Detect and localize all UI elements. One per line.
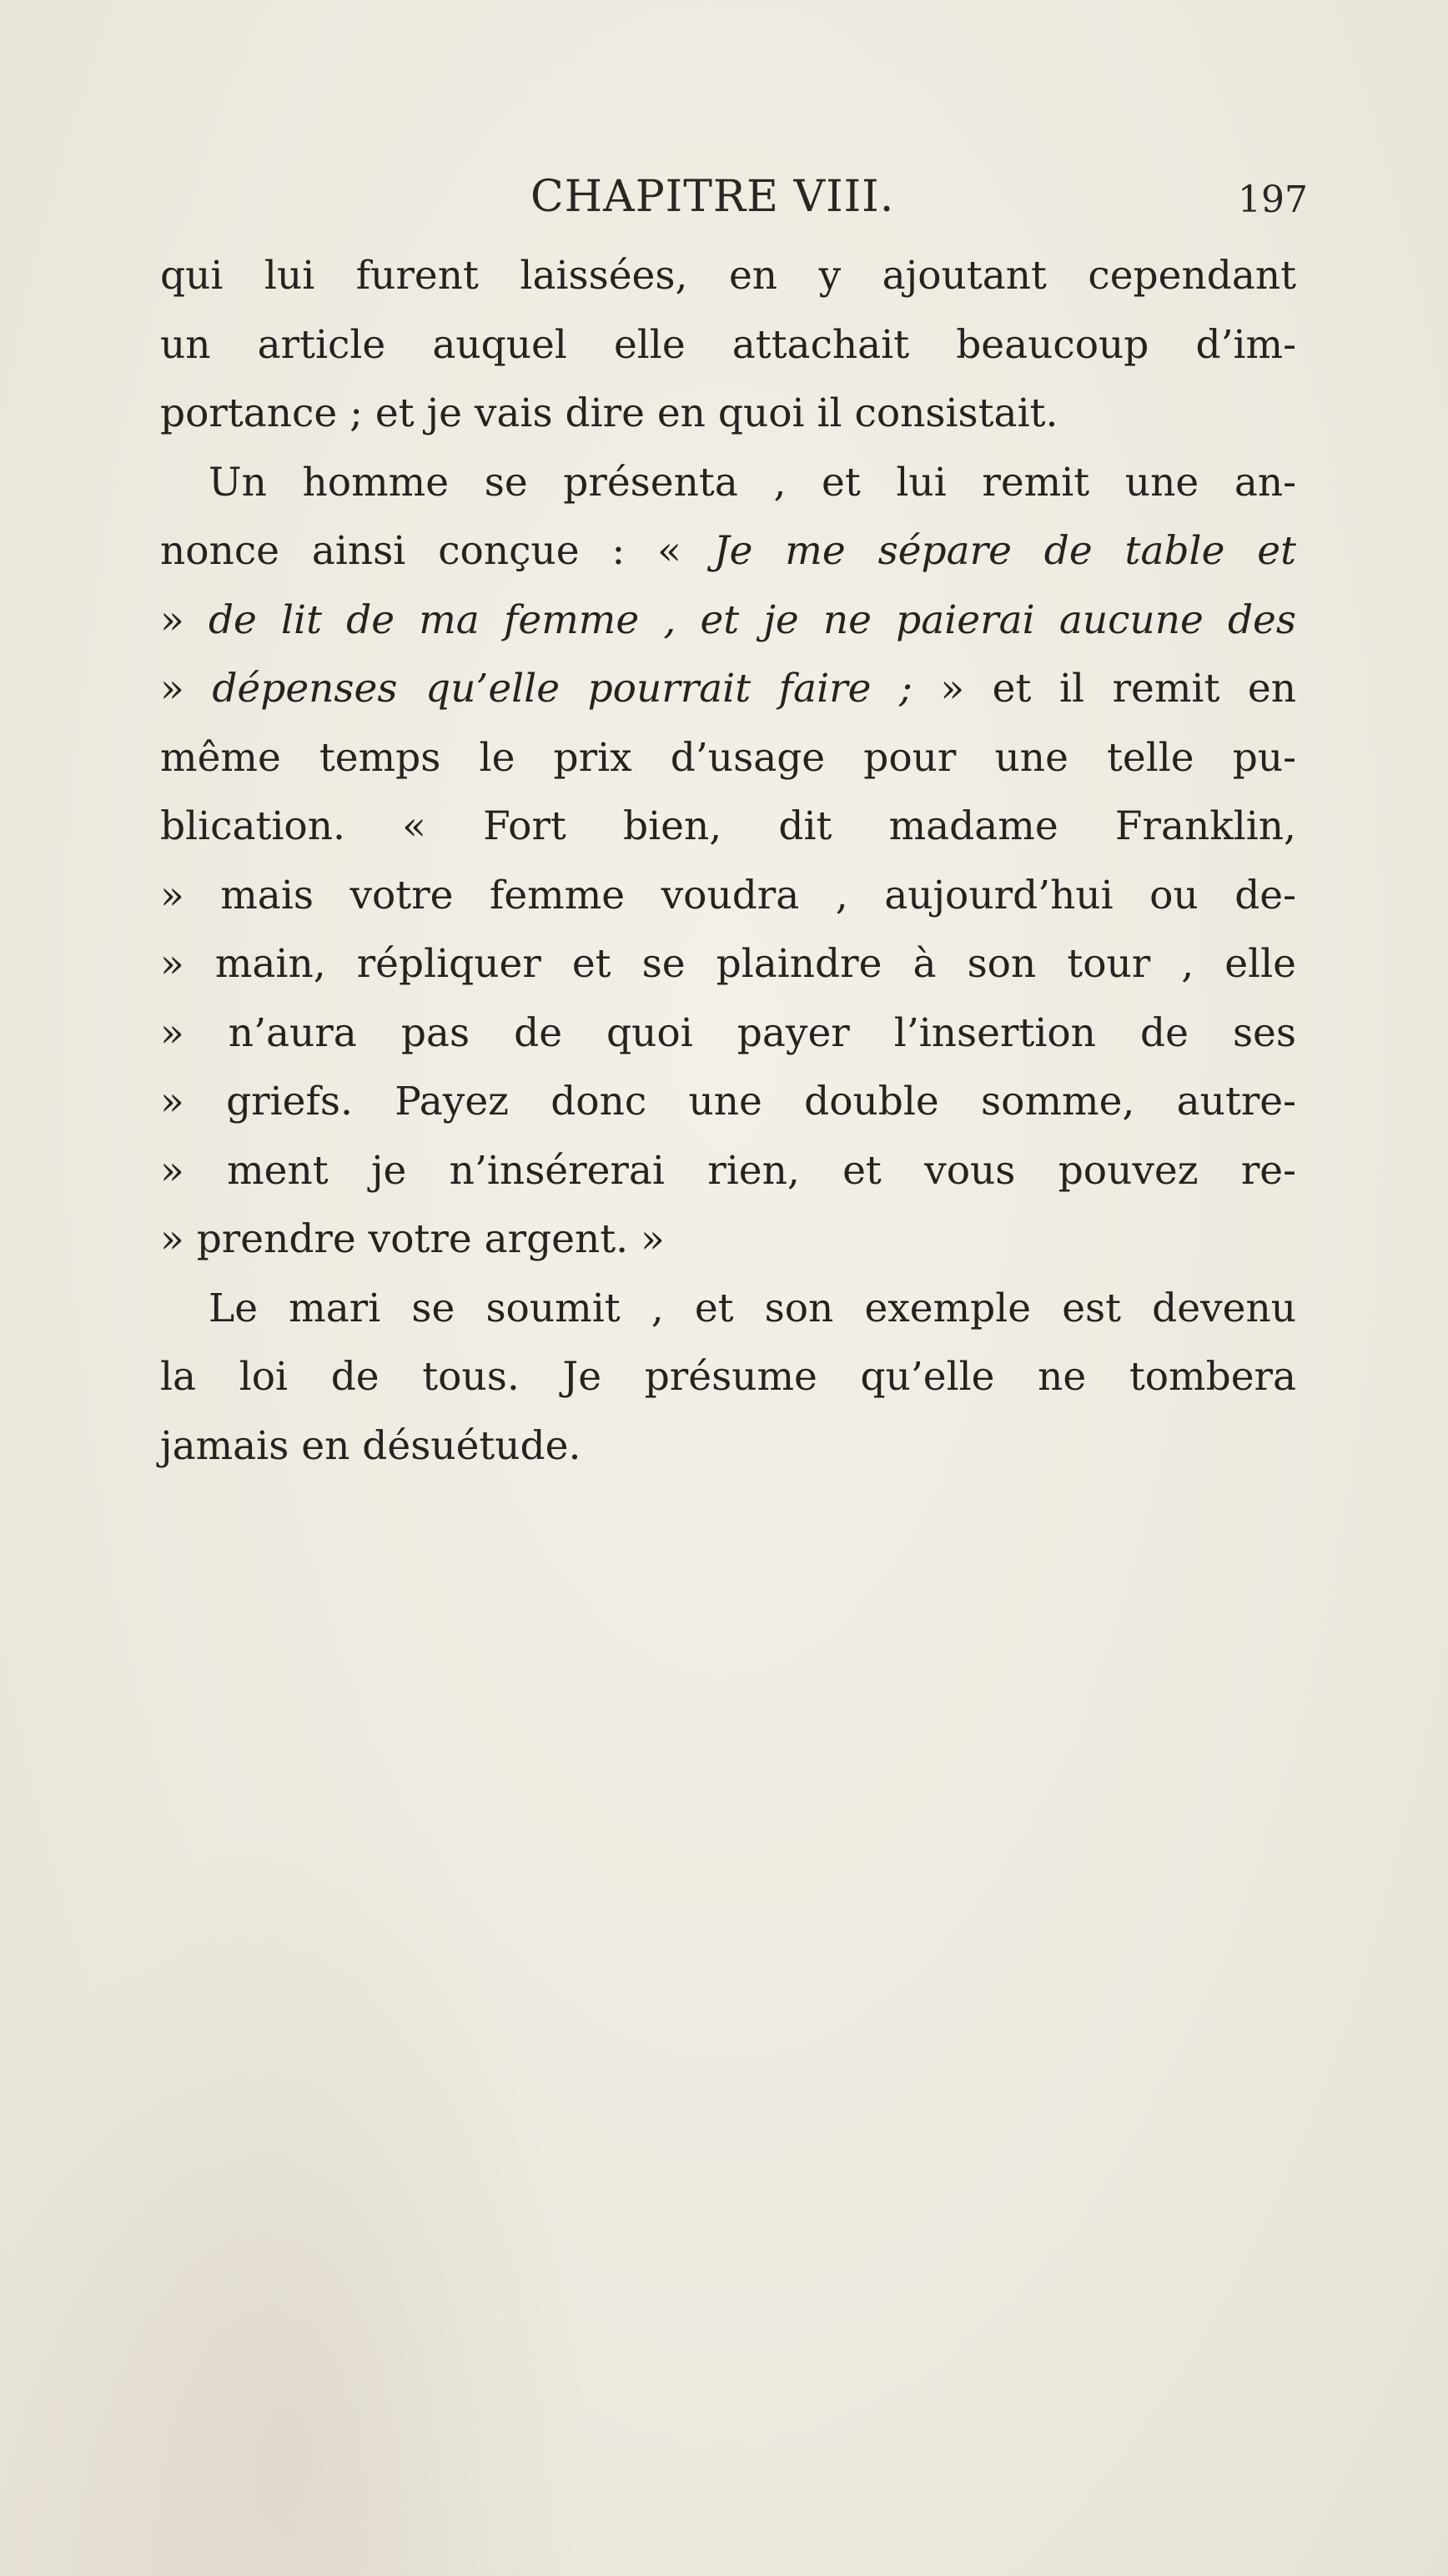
text-segment: » mais votre femme voudra , aujourd’hui ou de- [160, 872, 1296, 918]
text-segment: » ment je n’insérerai rien, et vous pouvez re- [160, 1147, 1296, 1194]
text-segment: » et il remit en [912, 666, 1296, 712]
text-segment: » prendre votre argent. » [160, 1216, 665, 1262]
text-line [160, 655, 1296, 724]
text-line [160, 1068, 1296, 1137]
text-segment: » main, répliquer et se plaindre à son tour , elle [160, 941, 1296, 987]
text-segment: » griefs. Payez donc une double somme, autre- [160, 1079, 1296, 1124]
text-line [160, 1205, 1296, 1275]
page-number: 197 [1238, 179, 1308, 221]
text-line [160, 1343, 1296, 1412]
text-line [160, 242, 1296, 311]
text-segment: Un homme se présenta , et lui remit une an- [209, 459, 1296, 506]
text-segment: nonce ainsi conçue : « [160, 528, 714, 574]
text-line [160, 724, 1296, 793]
italic-text: dépenses qu’elle pourrait faire ; [212, 666, 913, 712]
text-line [160, 999, 1296, 1069]
text-segment: » [160, 596, 209, 643]
chapter-title: CHAPITRE VIII. [530, 172, 895, 222]
text-line [160, 792, 1296, 862]
text-line [160, 586, 1296, 656]
text-segment: jamais en désuétude. [160, 1422, 581, 1469]
text-segment: la loi de tous. Je présume qu’elle ne tombera [160, 1354, 1296, 1400]
running-header [0, 172, 1448, 230]
text-segment: qui lui furent laissées, en y ajoutant cependant [160, 253, 1296, 299]
text-segment: » n’aura pas de quoi payer l’insertion de ses [160, 1009, 1296, 1056]
text-line [160, 1275, 1296, 1344]
text-segment: un article auquel elle attachait beaucoup d’im- [160, 321, 1296, 368]
text-line [160, 1412, 1296, 1482]
italic-text: Je me sépare de table et [713, 528, 1296, 574]
text-line [160, 1137, 1296, 1206]
text-line [160, 517, 1296, 586]
text-line [160, 311, 1296, 380]
text-line [160, 380, 1296, 449]
text-segment: » [160, 666, 213, 712]
text-line [160, 862, 1296, 931]
text-segment: blication. « Fort bien, dit madame Franklin, [160, 803, 1296, 849]
text-segment: même temps le prix d’usage pour une telle pu- [160, 734, 1296, 781]
text-segment: portance ; et je vais dire en quoi il consistait. [160, 390, 1058, 436]
text-line [160, 930, 1296, 999]
body-text [160, 242, 1296, 1481]
text-line [160, 449, 1296, 518]
italic-text: de lit de ma femme , et je ne paierai aucune des [208, 596, 1296, 643]
text-segment: Le mari se soumit , et son exemple est devenu [209, 1285, 1296, 1331]
